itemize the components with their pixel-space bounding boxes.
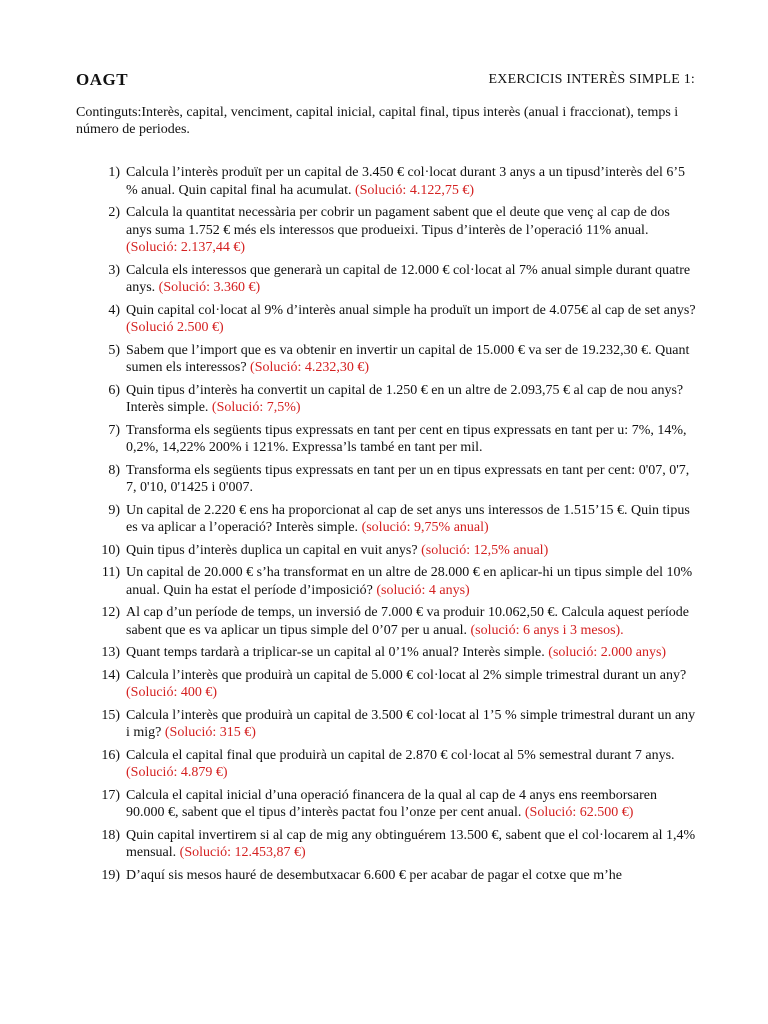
exercise-number: 7) (108, 422, 120, 438)
exercise-number: 1) (108, 165, 120, 180)
exercise-solution: (Solució: 4.232,30 €) (250, 360, 370, 375)
exercise-number: 4) (108, 302, 120, 318)
exercise-item (0, 204, 698, 257)
exercise-text: Transforma els següents tipus expressats en tant per un en tipus expressats en tant per cent: 0'07, 0'7, 7, 0'10, 0'1425 i 0'007. (126, 462, 690, 495)
exercise-item (0, 747, 698, 782)
exercise-item (0, 382, 698, 417)
exercise-number: 17) (101, 787, 120, 803)
exercise-solution: (solució: 6 anys i 3 mesos). (470, 622, 624, 638)
exercise-text: Un capital de 2.220 € ens ha proporcionat al cap de set anys uns interessos de 1.515’15 €. Quin tipus es va aplicar a l’operació? Interès simple. (126, 502, 690, 535)
exercise-item (0, 564, 698, 599)
exercise-solution: (Solució 2.500 €) (126, 320, 224, 335)
exercise-text: Transforma els següents tipus expressats en tant per cent en tipus expressats en tant per u: 7%, 14%, 0,2%, 14,22% 200% i 121%. Expressa’ls també en tant per mil. (126, 422, 687, 455)
exercise-item (0, 542, 698, 560)
header-course-code: OAGT (76, 70, 129, 89)
exercise-solution: (solució: 2.000 anys) (548, 645, 667, 660)
exercise-item (0, 707, 698, 742)
exercise-item (0, 502, 698, 537)
exercise-text: Calcula la quantitat necessària per cobrir un pagament sabent que el deute que venç al cap de dos anys suma 1.752 € més els interessos que produeixi. Tipus d’interès de l’operació 11% anual. (126, 205, 670, 238)
exercise-item (0, 262, 698, 297)
exercise-number: 14) (101, 667, 120, 683)
exercise-item (0, 787, 698, 822)
exercise-text: Al cap d’un període de temps, un inversió de 7.000 € va produir 10.062,50 €. Calcula aquest període sabent que es va aplicar un tipus simple del 0’07 per u anual. (126, 605, 689, 638)
exercise-number: 13) (101, 645, 120, 660)
exercise-solution: (solució: 12,5% anual) (421, 542, 549, 558)
exercise-number: 16) (101, 747, 120, 763)
exercise-text: Quin tipus d’interès ha convertit un capital de 1.250 € en un altre de 2.093,75 € al cap de nou anys? Interès simple. (126, 382, 684, 415)
exercise-solution: (Solució: 3.360 €) (158, 280, 261, 295)
exercise-solution: (Solució: 12.453,87 €) (179, 845, 306, 860)
exercise-text: Calcula els interessos que generarà un capital de 12.000 € col·locat al 7% anual simple durant quatre anys. (126, 262, 691, 295)
exercise-text: Sabem que l’import que es va obtenir en invertir un capital de 15.000 € va ser de 19.232,30 €. Quant sumen els interessos? (126, 342, 690, 375)
exercise-item (0, 342, 698, 377)
exercise-number: 10) (101, 542, 120, 558)
exercise-text: D’aquí sis mesos hauré de desembutxacar 6.600 € per acabar de pagar el cotxe que m’he (126, 867, 623, 883)
exercise-item (0, 604, 698, 639)
exercise-item (0, 667, 698, 702)
exercise-text: Quin capital invertirem si al cap de mig any obtinguérem 13.500 €, sabent que el col·locarem al 1,4% mensual. (126, 827, 696, 860)
exercise-text: Calcula el capital inicial d’una operació financera de la qual al cap de 4 anys ens reemborsaren 90.000 €, sabent que el tipus d’interès pactat fou l’onze per cent anual. (126, 787, 657, 820)
exercise-item (0, 302, 698, 337)
header-title: EXERCICIS INTERÈS SIMPLE 1: (488, 72, 695, 87)
exercise-text: Calcula l’interès que produirà un capital de 3.500 € col·locat al 1’5 % simple trimestral durant un any i mig? (126, 707, 696, 740)
contents-paragraph: Continguts:Interès, capital, venciment, capital inicial, capital final, tipus interès (anual i fraccionat), temps i número de periodes. (76, 105, 679, 137)
exercise-item (0, 462, 698, 497)
exercise-text: Quin capital col·locat al 9% d’interès anual simple ha produït un import de 4.075€ al cap de set anys? (126, 302, 696, 318)
exercise-solution: (Solució: 4.122,75 €) (354, 182, 474, 198)
exercise-solution: (Solució: 62.500 €) (524, 805, 634, 820)
exercise-number: 12) (101, 605, 120, 620)
exercise-solution: (Solució: 400 €) (126, 685, 217, 700)
exercise-number: 9) (108, 502, 120, 518)
exercise-item (0, 827, 698, 862)
exercise-solution: (solució: 4 anys) (376, 582, 470, 598)
exercise-number: 11) (101, 565, 120, 580)
exercise-number: 3) (108, 262, 120, 278)
exercise-text: Calcula l’interès produït per un capital de 3.450 € col·locat durant 3 anys a un tipusd’interès del 6’5 % anual. Quin capital final ha acumulat. (126, 165, 686, 198)
exercise-number: 18) (101, 827, 120, 843)
exercise-number: 19) (101, 867, 120, 883)
exercise-number: 15) (101, 707, 120, 723)
exercise-list (0, 164, 768, 889)
exercise-solution: (Solució: 2.137,44 €) (126, 240, 245, 255)
exercise-number: 8) (108, 462, 120, 478)
exercise-solution: (Solució: 315 €) (164, 725, 256, 740)
exercise-text: Calcula el capital final que produirà un capital de 2.870 € col·locat al 5% semestral durant 7 anys. (126, 747, 675, 763)
page-header (76, 70, 695, 92)
exercise-item (0, 164, 698, 199)
exercise-item (0, 644, 698, 662)
exercise-solution: (Solució: 7,5%) (211, 400, 301, 415)
exercise-number: 5) (108, 342, 120, 358)
exercise-text: Calcula l’interès que produirà un capital de 5.000 € col·locat al 2% simple trimestral durant un any? (126, 667, 687, 683)
exercise-item (0, 867, 698, 885)
exercise-solution: (solució: 9,75% anual) (361, 520, 489, 535)
exercise-item (0, 422, 698, 457)
exercise-text: Un capital de 20.000 € s’ha transformat en un altre de 28.000 € en aplicar-hi un tipus simple del 10% anual. Quin ha estat el període d’imposició? (126, 565, 693, 598)
exercise-number: 2) (108, 205, 120, 220)
exercise-text: Quant temps tardarà a triplicar-se un capital al 0’1% anual? Interès simple. (126, 645, 549, 660)
exercise-solution: (Solució: 4.879 €) (126, 765, 228, 780)
exercise-text: Quin tipus d’interès duplica un capital en vuit anys? (126, 542, 422, 558)
exercise-number: 6) (108, 382, 120, 398)
